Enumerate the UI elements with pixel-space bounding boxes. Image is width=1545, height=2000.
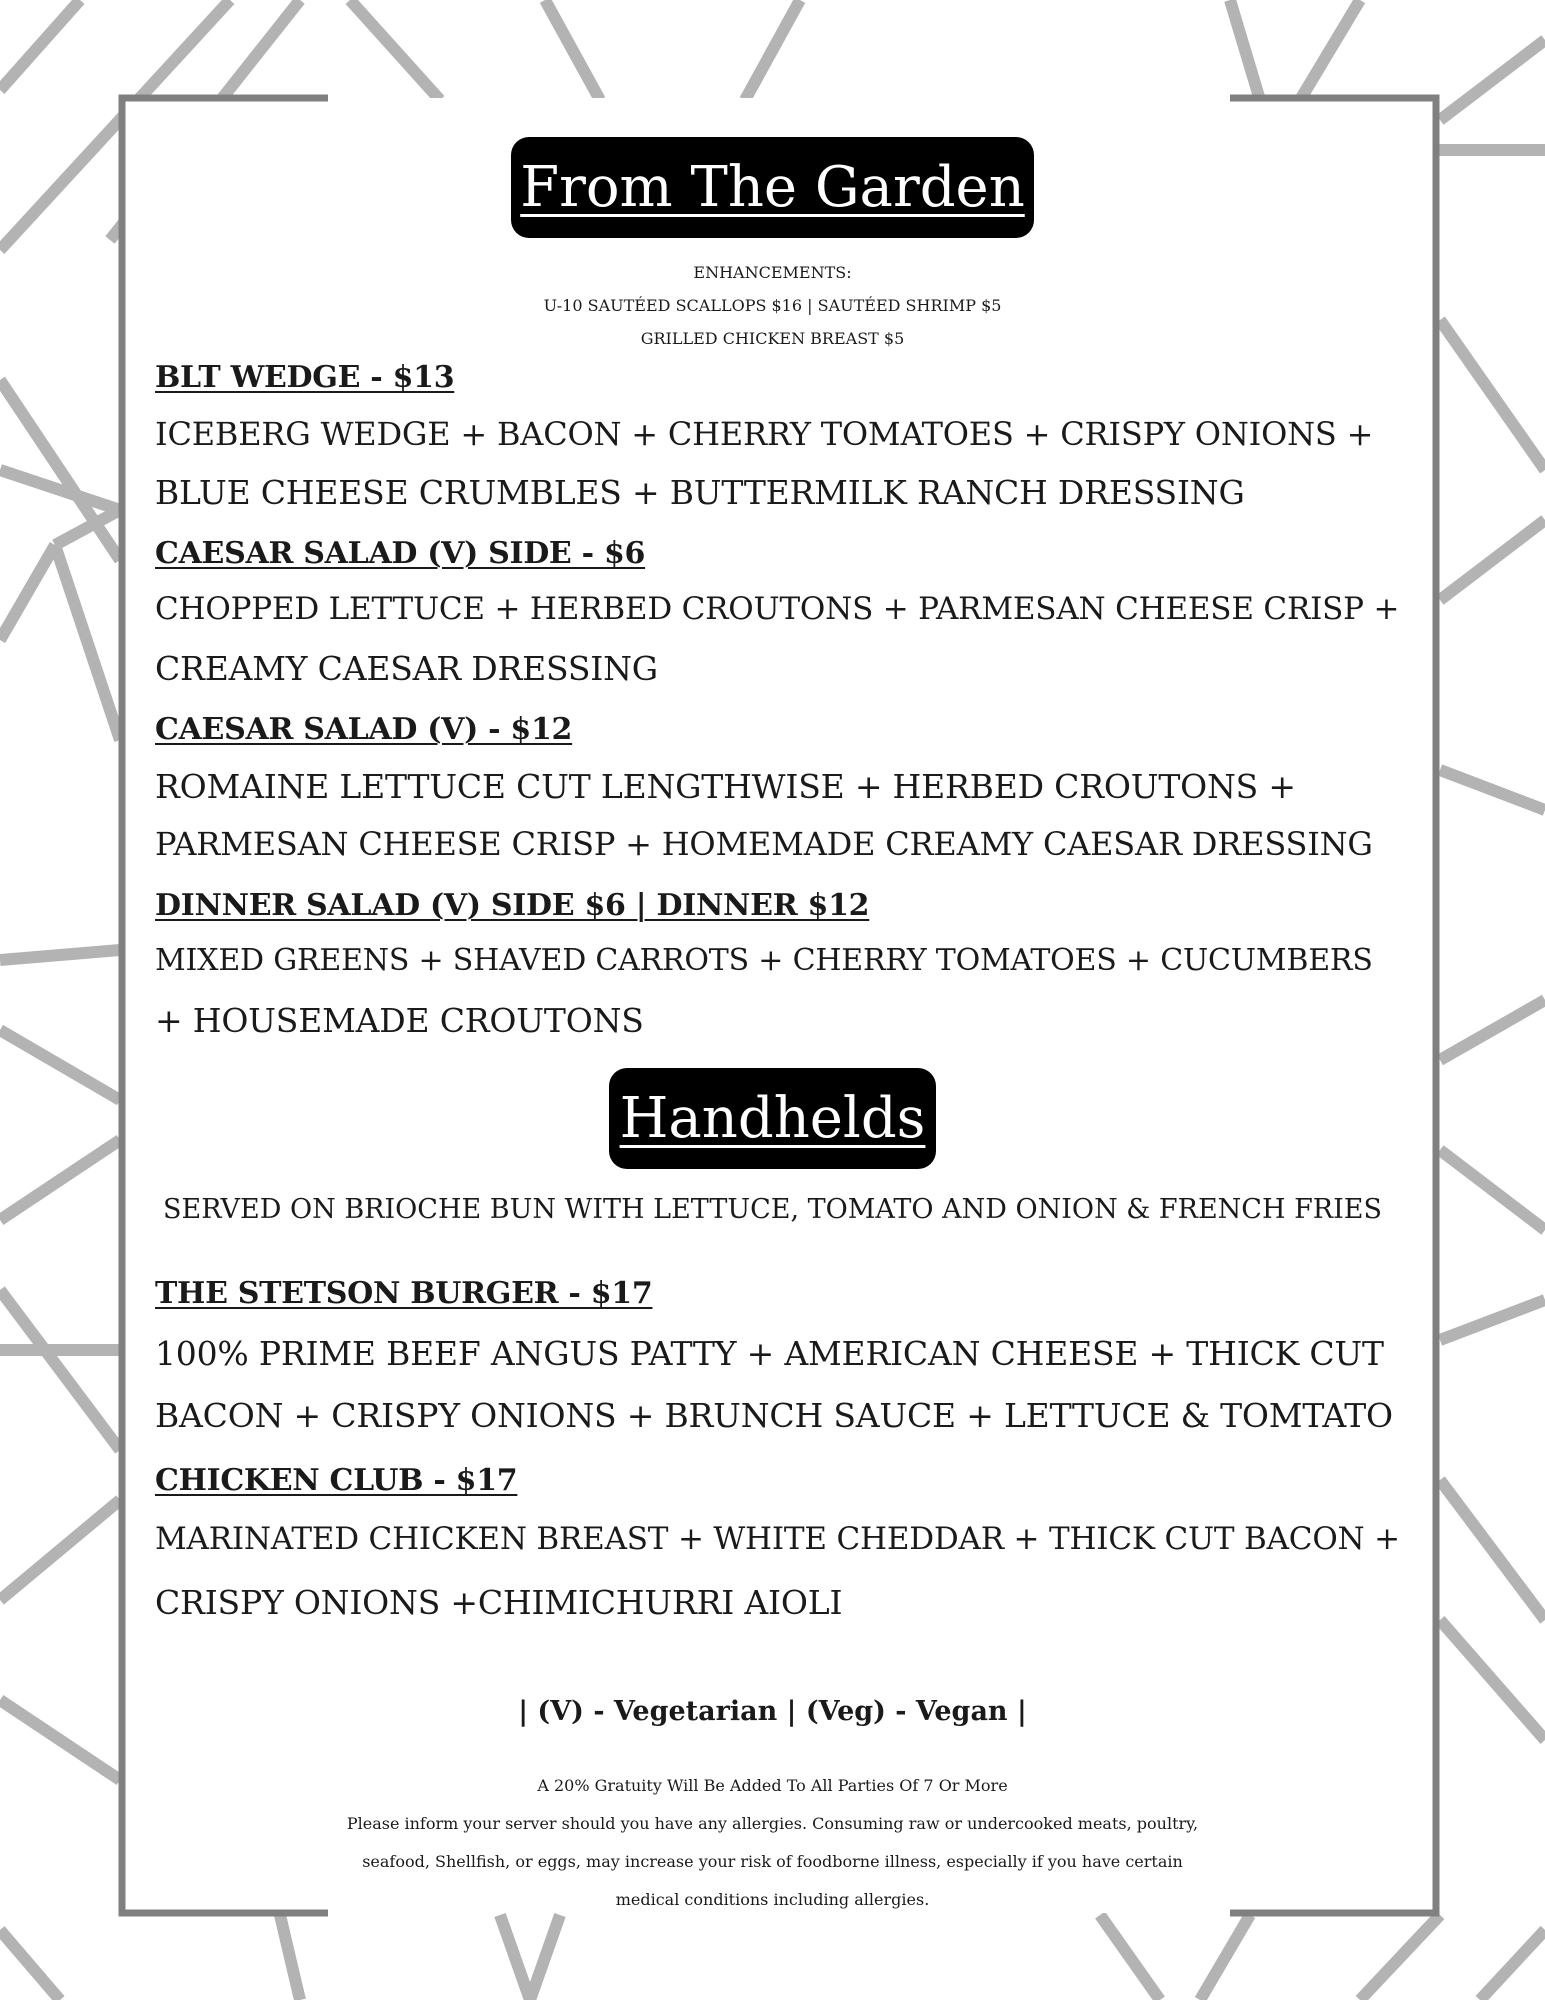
item-name-caesar-salad: CAESAR SALAD (V) - $12 (155, 712, 573, 747)
item-desc-dinner-salad-1: MIXED GREENS + SHAVED CARROTS + CHERRY TOMATOES + CUCUMBERS (155, 943, 1373, 978)
gratuity-notice: A 20% Gratuity Will Be Added To All Parties Of 7 Or More (537, 1776, 1008, 1795)
allergy-notice-2: seafood, Shellfish, or eggs, may increase your risk of foodborne illness, especially if you have certain (362, 1852, 1183, 1871)
item-name-stetson-burger: THE STETSON BURGER - $17 (155, 1276, 653, 1311)
item-desc-caesar-salad-2: PARMESAN CHEESE CRISP + HOMEMADE CREAMY CAESAR DRESSING (155, 825, 1373, 863)
item-name-blt-wedge: BLT WEDGE - $13 (155, 360, 455, 395)
enhancements-heading: ENHANCEMENTS: (693, 263, 852, 282)
footer-notice (0, 1767, 1545, 1919)
allergy-notice-1: Please inform your server should you have any allergies. Consuming raw or undercooked meats, poultry, (346, 1814, 1199, 1833)
handhelds-subtitle: SERVED ON BRIOCHE BUN WITH LETTUCE, TOMATO AND ONION & FRENCH FRIES (162, 1194, 1383, 1225)
item-name-caesar-side: CAESAR SALAD (V) SIDE - $6 (155, 536, 646, 571)
garden-section-title: From The Garden (511, 137, 1034, 238)
item-desc-chicken-club-2: CRISPY ONIONS +CHIMICHURRI AIOLI (155, 1583, 843, 1622)
enhancements-seafood: U-10 SAUTÉED SCALLOPS $16 | SAUTÉED SHRIMP $5 (543, 296, 1002, 315)
item-name-dinner-salad: DINNER SALAD (V) SIDE $6 | DINNER $12 (155, 888, 870, 923)
item-desc-stetson-burger-1: 100% PRIME BEEF ANGUS PATTY + AMERICAN CHEESE + THICK CUT (155, 1334, 1384, 1373)
item-desc-dinner-salad-2: + HOUSEMADE CROUTONS (155, 1001, 644, 1040)
item-desc-caesar-side-1: CHOPPED LETTUCE + HERBED CROUTONS + PARMESAN CHEESE CRISP + (155, 591, 1400, 627)
item-desc-caesar-side-2: CREAMY CAESAR DRESSING (155, 649, 658, 688)
item-desc-stetson-burger-2: BACON + CRISPY ONIONS + BRUNCH SAUCE + LETTUCE & TOMTATO (155, 1396, 1393, 1435)
dietary-legend: | (V) - Vegetarian | (Veg) - Vegan | (518, 1696, 1027, 1727)
allergy-notice-3: medical conditions including allergies. (615, 1890, 930, 1909)
handhelds-section-title: Handhelds (609, 1068, 936, 1169)
item-desc-blt-wedge-2: BLUE CHEESE CRUMBLES + BUTTERMILK RANCH DRESSING (155, 473, 1245, 512)
item-name-chicken-club: CHICKEN CLUB - $17 (155, 1463, 518, 1498)
enhancements-chicken: GRILLED CHICKEN BREAST $5 (640, 329, 905, 348)
item-desc-blt-wedge-1: ICEBERG WEDGE + BACON + CHERRY TOMATOES + CRISPY ONIONS + (155, 415, 1374, 453)
item-desc-chicken-club-1: MARINATED CHICKEN BREAST + WHITE CHEDDAR + THICK CUT BACON + (155, 1521, 1400, 1557)
item-desc-caesar-salad-1: ROMAINE LETTUCE CUT LENGTHWISE + HERBED CROUTONS + (155, 767, 1296, 806)
enhancements-block (0, 256, 1545, 355)
